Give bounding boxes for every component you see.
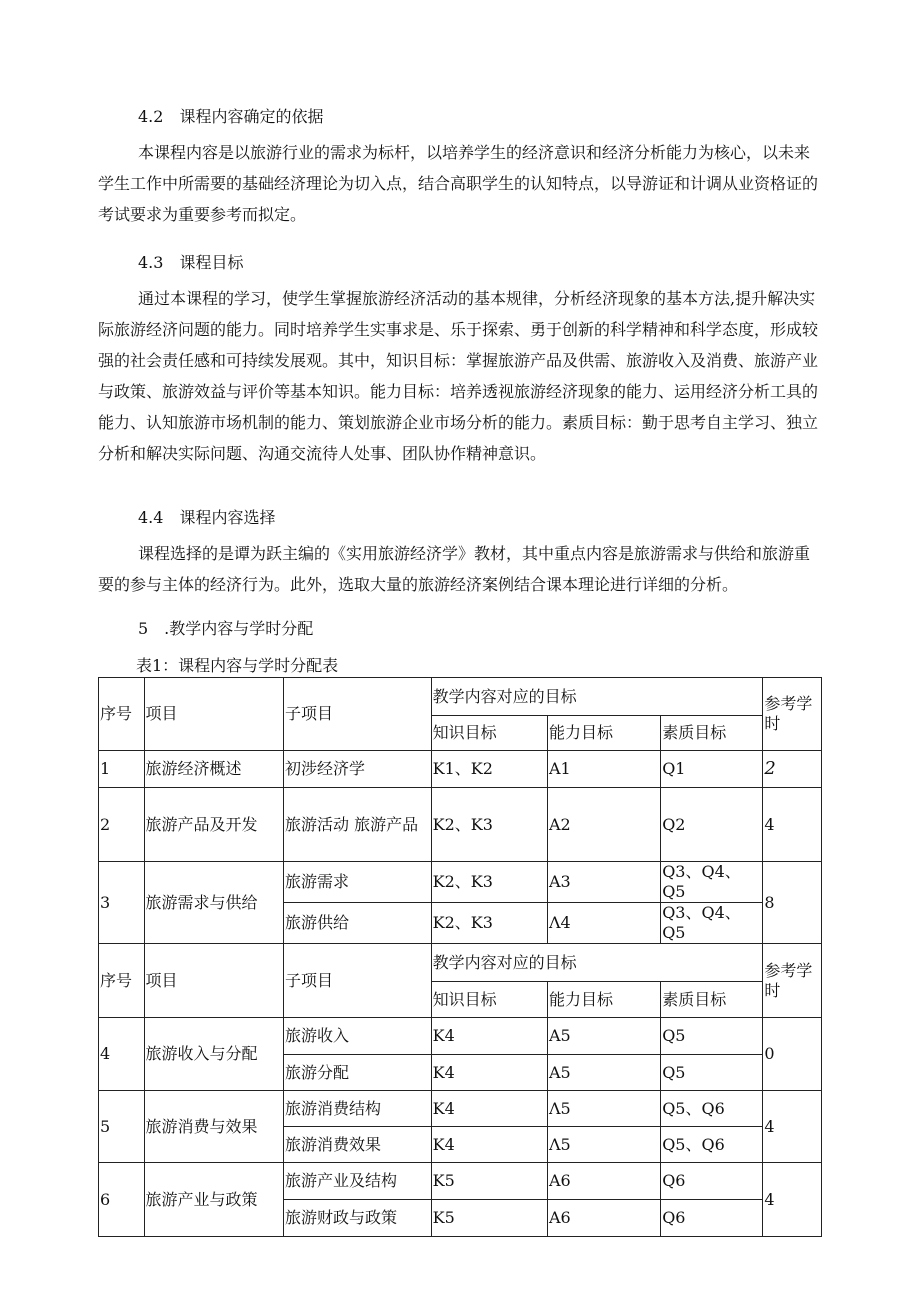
row-ability-goal: A6 bbox=[547, 1163, 660, 1200]
row-quality-goal: Q6 bbox=[661, 1200, 763, 1237]
row-quality-goal: Q1 bbox=[661, 751, 763, 788]
header-knowledge-goal: 知识目标 bbox=[431, 716, 547, 751]
row-hours: 0 bbox=[763, 1018, 822, 1091]
section-heading-4-3: 4.3 课程目标 bbox=[138, 253, 244, 272]
course-hours-table bbox=[98, 677, 822, 1237]
row-knowledge-goal: K1、K2 bbox=[431, 751, 547, 788]
table-row bbox=[99, 1163, 822, 1200]
row-hours: 4 bbox=[763, 788, 822, 862]
header-goals: 教学内容对应的目标 bbox=[431, 678, 763, 716]
table-body bbox=[99, 678, 822, 1237]
header-item: 项目 bbox=[144, 678, 284, 751]
header-subitem: 子项目 bbox=[284, 678, 432, 751]
course-hours-table-wrapper bbox=[98, 677, 822, 1237]
header-quality-goal: 素质目标 bbox=[661, 716, 763, 751]
row-ability-goal: A3 bbox=[547, 862, 660, 903]
row-subitem: 初涉经济学 bbox=[284, 751, 432, 788]
header-ability-goal: 能力目标 bbox=[547, 716, 660, 751]
row-knowledge-goal: K2、K3 bbox=[431, 903, 547, 944]
row-subitem: 旅游消费结构 bbox=[284, 1091, 432, 1127]
row-knowledge-goal: K5 bbox=[431, 1200, 547, 1237]
section-heading-4-2: 4.2 课程内容确定的依据 bbox=[138, 107, 324, 126]
table-header-row bbox=[99, 678, 822, 716]
row-ability-goal: Λ5 bbox=[547, 1091, 660, 1127]
row-hours: 2 bbox=[763, 751, 822, 788]
table-header-row-repeat bbox=[99, 944, 822, 982]
row-item: 旅游消费与效果 bbox=[144, 1091, 284, 1163]
row-ability-goal: A5 bbox=[547, 1018, 660, 1055]
row-subitem: 旅游消费效果 bbox=[284, 1127, 432, 1163]
row-ability-goal: Λ4 bbox=[547, 903, 660, 944]
row-ability-goal: A1 bbox=[547, 751, 660, 788]
header-goals: 教学内容对应的目标 bbox=[431, 944, 763, 982]
row-hours: 8 bbox=[763, 862, 822, 944]
table-row bbox=[99, 1018, 822, 1055]
section-heading-5: 5 .教学内容与学时分配 bbox=[138, 619, 314, 638]
row-item: 旅游经济概述 bbox=[144, 751, 284, 788]
row-item: 旅游产业与政策 bbox=[144, 1163, 284, 1237]
row-no: 4 bbox=[99, 1018, 145, 1091]
row-subitem: 旅游分配 bbox=[284, 1055, 432, 1091]
section-paragraph-4-4: 课程选择的是谭为跃主编的《实用旅游经济学》教材，其中重点内容是旅游需求与供给和旅游重要的参与主体的经济行为。此外，选取大量的旅游经济案例结合课本理论进行详细的分析。 bbox=[98, 544, 811, 594]
table-row bbox=[99, 751, 822, 788]
row-knowledge-goal: K2、K3 bbox=[431, 862, 547, 903]
row-ability-goal: A5 bbox=[547, 1055, 660, 1091]
row-ability-goal: A2 bbox=[547, 788, 660, 862]
row-quality-goal: Q3、Q4、Q5 bbox=[661, 903, 763, 944]
row-no: 5 bbox=[99, 1091, 145, 1163]
row-knowledge-goal: K2、K3 bbox=[431, 788, 547, 862]
row-ability-goal: Λ5 bbox=[547, 1127, 660, 1163]
row-quality-goal: Q2 bbox=[661, 788, 763, 862]
row-quality-goal: Q5 bbox=[661, 1055, 763, 1091]
header-ability-goal: 能力目标 bbox=[547, 982, 660, 1018]
row-item: 旅游需求与供给 bbox=[144, 862, 284, 944]
row-knowledge-goal: K4 bbox=[431, 1055, 547, 1091]
row-hours: 4 bbox=[763, 1091, 822, 1163]
row-subitem: 旅游收入 bbox=[284, 1018, 432, 1055]
section-paragraph-4-2: 本课程内容是以旅游行业的需求为标杆，以培养学生的经济意识和经济分析能力为核心，以未来学生工作中所需要的基础经济理论为切入点，结合高职学生的认知特点，以导游证和计调从业资格证的考试要求为重要参考而拟定。 bbox=[98, 143, 819, 224]
row-knowledge-goal: K5 bbox=[431, 1163, 547, 1200]
row-quality-goal: Q5、Q6 bbox=[661, 1091, 763, 1127]
section-heading-4-4: 4.4 课程内容选择 bbox=[138, 508, 276, 527]
row-no: 3 bbox=[99, 862, 145, 944]
row-no: 1 bbox=[99, 751, 145, 788]
row-knowledge-goal: K4 bbox=[431, 1091, 547, 1127]
row-quality-goal: Q6 bbox=[661, 1163, 763, 1200]
header-no: 序号 bbox=[99, 944, 145, 1018]
table-row bbox=[99, 788, 822, 862]
row-quality-goal: Q5、Q6 bbox=[661, 1127, 763, 1163]
table-caption: 表1：课程内容与学时分配表 bbox=[136, 656, 339, 675]
row-subitem: 旅游活动 旅游产品 bbox=[284, 788, 432, 862]
row-subitem: 旅游财政与政策 bbox=[284, 1200, 432, 1237]
row-subitem: 旅游供给 bbox=[284, 903, 432, 944]
row-hours: 4 bbox=[763, 1163, 822, 1237]
header-no: 序号 bbox=[99, 678, 145, 751]
row-quality-goal: Q5 bbox=[661, 1018, 763, 1055]
header-subitem: 子项目 bbox=[284, 944, 432, 1018]
section-paragraph-4-3: 通过本课程的学习，使学生掌握旅游经济活动的基本规律，分析经济现象的基本方法,提升解决实际旅游经济问题的能力。同时培养学生实事求是、乐于探索、勇于创新的科学精神和科学态度，形成较强的社会责任感和可持续发展观。其中，知识目标：掌握旅游产品及供需、旅游收入及消费、旅游产业与政策、旅游效益与评价等基本知识。能力目标：培养透视旅游经济现象的能力、运用经济分析工具的能力、认知旅游市场机制的能力、策划旅游企业市场分析的能力。素质目标：勤于思考自主学习、独立分析和解决实际问题、沟通交流待人处事、团队协作精神意识。 bbox=[98, 289, 819, 463]
header-hours: 参考学时 bbox=[763, 944, 822, 1018]
header-item: 项目 bbox=[144, 944, 284, 1018]
table-row bbox=[99, 1091, 822, 1127]
row-subitem: 旅游产业及结构 bbox=[284, 1163, 432, 1200]
header-quality-goal: 素质目标 bbox=[661, 982, 763, 1018]
row-ability-goal: A6 bbox=[547, 1200, 660, 1237]
row-item: 旅游产品及开发 bbox=[144, 788, 284, 862]
row-knowledge-goal: K4 bbox=[431, 1018, 547, 1055]
row-item: 旅游收入与分配 bbox=[144, 1018, 284, 1091]
row-knowledge-goal: K4 bbox=[431, 1127, 547, 1163]
row-no: 6 bbox=[99, 1163, 145, 1237]
header-hours: 参考学时 bbox=[763, 678, 822, 751]
header-knowledge-goal: 知识目标 bbox=[431, 982, 547, 1018]
table-row bbox=[99, 862, 822, 903]
row-subitem: 旅游需求 bbox=[284, 862, 432, 903]
row-no: 2 bbox=[99, 788, 145, 862]
row-quality-goal: Q3、Q4、Q5 bbox=[661, 862, 763, 903]
